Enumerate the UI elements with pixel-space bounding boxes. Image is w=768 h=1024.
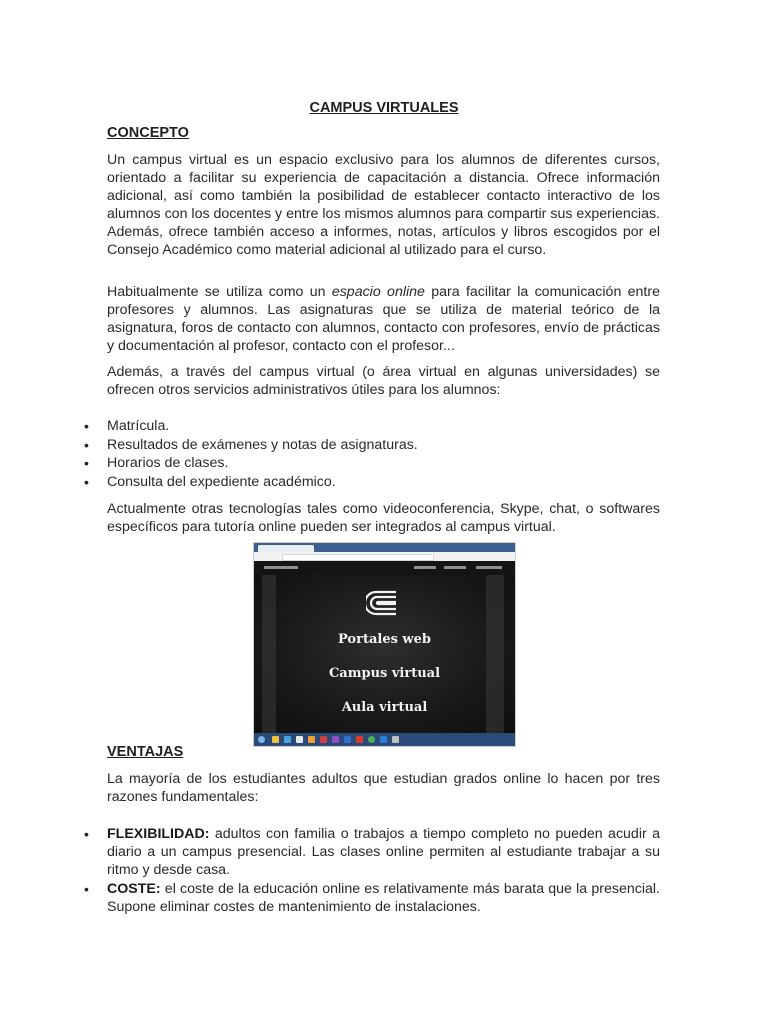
app-icon xyxy=(296,736,303,743)
concepto-paragraph-2 xyxy=(107,283,660,355)
chrome-icon xyxy=(368,736,375,743)
site-name xyxy=(264,566,298,569)
app-icon xyxy=(284,736,291,743)
concepto-heading: CONCEPTO xyxy=(107,125,189,141)
campus-logo-icon xyxy=(366,589,402,617)
list-item: • Horarios de clases. xyxy=(0,454,660,473)
browser-tab xyxy=(258,545,314,552)
list-item: • Matrícula. xyxy=(0,417,660,436)
app-icon xyxy=(392,736,399,743)
coste-text: el coste de la educación online es relativamente más barata que la presencial. Supone eliminar costes de mantenimiento de instalaciones. xyxy=(107,881,660,915)
list-item: • Resultados de exámenes y notas de asignaturas. xyxy=(0,436,660,455)
concepto-paragraph-3: Además, a través del campus virtual (o área virtual en algunas universidades) se ofrecen otros servicios administrativos útiles para los alumnos: xyxy=(107,364,660,398)
flexibilidad-text: adultos con familia o trabajos a tiempo completo no pueden acudir a diario a un campus presencial. Las clases online permiten al estudiante trabajar a su ritmo y desde casa. xyxy=(107,826,660,878)
ventajas-intro: La mayoría de los estudiantes adultos que estudian grados online lo hacen por tres razones fundamentales: xyxy=(107,771,660,805)
nav-item xyxy=(444,566,466,569)
app-icon xyxy=(356,736,363,743)
campus-virtual-label: Campus virtual xyxy=(328,666,441,681)
ventajas-heading: VENTAJAS xyxy=(107,744,184,760)
nav-item xyxy=(414,566,436,569)
app-icon xyxy=(344,736,351,743)
concepto-paragraph-4: Actualmente otras tecnologías tales como videoconferencia, Skype, chat, o softwares específicos para tutoría online pueden ser integrados al campus virtual. xyxy=(107,501,660,535)
services-list xyxy=(0,417,768,491)
p2-emphasis: espacio online xyxy=(331,284,425,300)
url-field xyxy=(282,554,434,561)
document-title: CAMPUS VIRTUALES xyxy=(309,100,459,116)
p2-text-before: Habitualmente se utiliza como un xyxy=(107,284,332,300)
list-item xyxy=(0,825,660,879)
list-item: • Consulta del expediente académico. xyxy=(0,473,660,492)
folder-icon xyxy=(272,736,279,743)
list-item xyxy=(0,880,660,916)
app-icon xyxy=(320,736,327,743)
campus-website-screenshot xyxy=(254,543,515,746)
p2-text-after: para facilitar la comunicación entre profesores y alumnos. Las asignaturas que se utiliza de material teórico de la asignatura, foros de contacto con alumnos, contacto con profesores, envío de prácticas y documentación al profesor, contacto con el profesor... xyxy=(107,284,660,354)
coste-label: COSTE: xyxy=(107,881,161,897)
ventajas-list xyxy=(0,825,768,917)
aula-virtual-label: Aula virtual xyxy=(341,700,428,715)
start-icon xyxy=(258,736,265,743)
app-icon xyxy=(380,736,387,743)
flexibilidad-label: FLEXIBILIDAD: xyxy=(107,826,210,842)
nav-item xyxy=(476,566,502,569)
portales-web-label: Portales web xyxy=(338,632,431,647)
app-icon xyxy=(308,736,315,743)
app-icon xyxy=(332,736,339,743)
concepto-paragraph-1: Un campus virtual es un espacio exclusivo para los alumnos de diferentes cursos, orientado a facilitar su experiencia de capacitación a distancia. Ofrece información adicional, así como también la posibilidad de establecer contacto interactivo de los alumnos con los docentes y entre los mismos alumnos para compartir sus experiencias. Además, ofrece también acceso a informes, notas, artículos y libros escogidos por el Consejo Académico como material adicional al utilizado para el curso. xyxy=(107,152,660,258)
